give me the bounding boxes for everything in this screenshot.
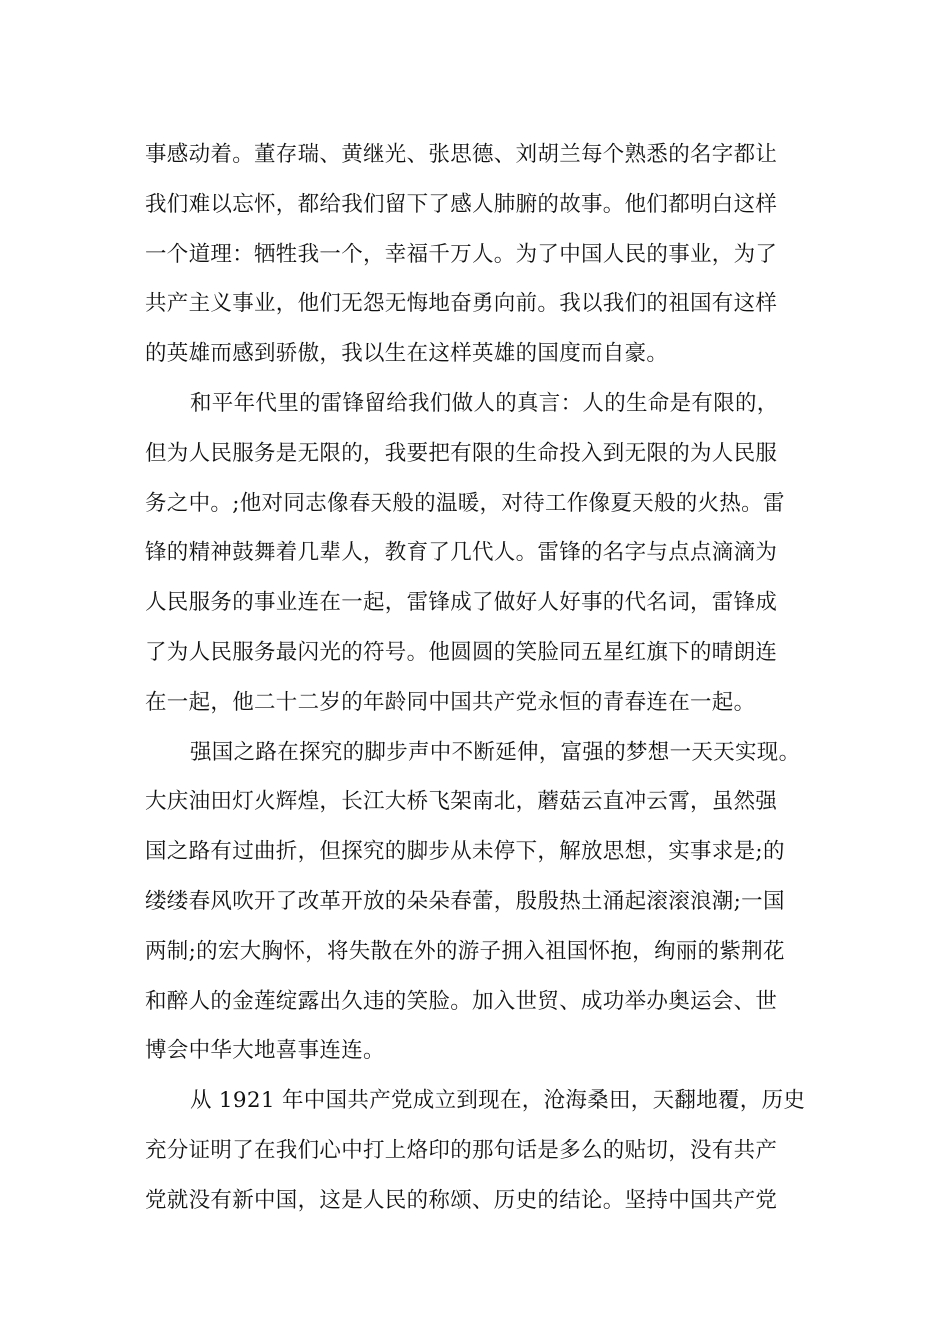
text-line: 的英雄而感到骄傲，我以生在这样英雄的国度而自豪。	[145, 341, 669, 367]
text-line: 共产主义事业，他们无怨无悔地奋勇向前。我以我们的祖国有这样	[145, 291, 778, 317]
text-line: 博会中华大地喜事连连。	[145, 1038, 385, 1064]
text-line: 充分证明了在我们心中打上烙印的那句话是多么的贴切，没有共产	[145, 1137, 778, 1163]
text-line: 缕缕春风吹开了改革开放的朵朵春蕾，殷殷热土涌起滚滚浪潮;一国	[145, 888, 785, 914]
text-line: 党就没有新中国，这是人民的称颂、历史的结论。坚持中国共产党	[145, 1187, 778, 1213]
text-line: 和醉人的金莲绽露出久违的笑脸。加入世贸、成功举办奥运会、世	[145, 988, 778, 1014]
text-line: 人民服务的事业连在一起，雷锋成了做好人好事的代名词，雷锋成	[145, 590, 778, 616]
text-line: 但为人民服务是无限的，我要把有限的生命投入到无限的为人民服	[145, 440, 778, 466]
text-line: 务之中。;他对同志像春天般的温暖，对待工作像夏天般的火热。雷	[145, 490, 785, 516]
text-line: 大庆油田灯火辉煌，长江大桥飞架南北，蘑菇云直冲云霄，虽然强	[145, 789, 778, 815]
text-line: 一个道理：牺牲我一个，幸福千万人。为了中国人民的事业，为了	[145, 241, 778, 267]
text-line: 国之路有过曲折，但探究的脚步从未停下，解放思想，实事求是;的	[145, 839, 785, 865]
text-line: 锋的精神鼓舞着几辈人，教育了几代人。雷锋的名字与点点滴滴为	[145, 540, 778, 566]
body-text	[145, 130, 810, 1226]
text-line: 从 1921 年中国共产党成立到现在，沧海桑田，天翻地覆，历史	[190, 1088, 806, 1114]
text-line: 在一起，他二十二岁的年龄同中国共产党永恒的青春连在一起。	[145, 689, 756, 715]
text-line: 两制;的宏大胸怀，将失散在外的游子拥入祖国怀抱，绚丽的紫荆花	[145, 938, 785, 964]
text-line: 和平年代里的雷锋留给我们做人的真言：人的生命是有限的，	[190, 390, 779, 416]
text-line: 强国之路在探究的脚步声中不断延伸，富强的梦想一天天实现。	[190, 739, 801, 765]
text-line: 事感动着。董存瑞、黄继光、张思德、刘胡兰每个熟悉的名字都让	[145, 142, 778, 167]
text-line: 我们难以忘怀，都给我们留下了感人肺腑的故事。他们都明白这样	[145, 191, 778, 217]
text-line: 了为人民服务最闪光的符号。他圆圆的笑脸同五星红旗下的晴朗连	[145, 639, 778, 665]
